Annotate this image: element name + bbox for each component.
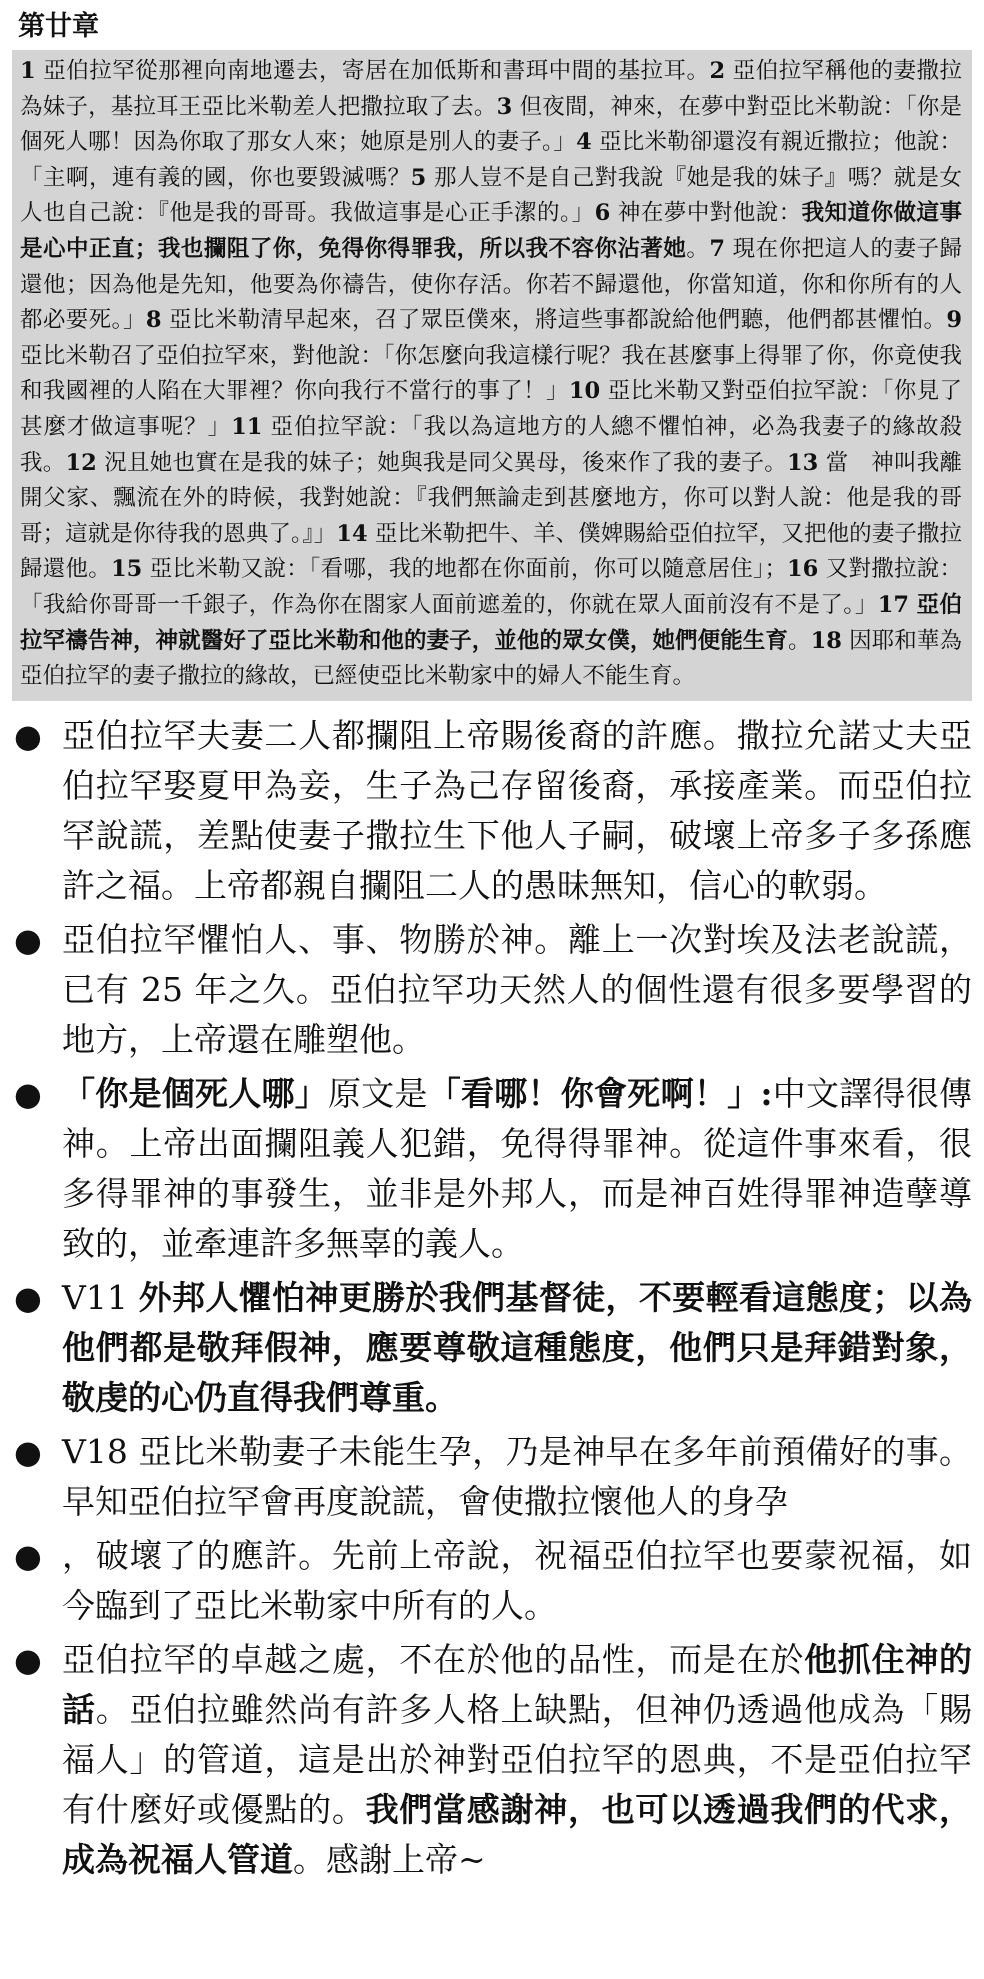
- commentary-text: 亞伯拉罕的卓越之處，不在於他的品性，而是在於: [62, 1639, 805, 1679]
- verse-number: 17: [877, 591, 910, 618]
- commentary-emphasis: 我們當感謝神，也可以透過我們的代求，成為祝福人管道: [62, 1789, 973, 1879]
- verse-text: 亞伯拉罕從那裡向南地遷去，寄居在加低斯和書珥中間的基拉耳。: [35, 58, 710, 84]
- commentary-item: [12, 711, 972, 911]
- commentary-emphasis: 「你是個死人哪」: [62, 1073, 329, 1113]
- verse-text: 亞伯拉罕說：「我以為這地方的人總不懼怕神，必為我妻子的緣故殺我。: [20, 413, 962, 476]
- verse-text: 亞比米勒卻還沒有親近撒拉；他說：「主啊，連有義的國，你也要毀滅嗎？: [20, 129, 962, 191]
- verse-number: 10: [568, 378, 601, 405]
- chapter-title: 第廿章: [18, 11, 99, 42]
- verse-number: 8: [145, 307, 162, 334]
- verse-number: 2: [709, 58, 726, 84]
- verse-text: 因耶和華為亞伯拉罕的妻子撒拉的緣故，已經使亞比米勒家中的婦人不能生育。: [20, 627, 962, 690]
- verse-text: 現在你把這人的妻子歸還他；因為他是先知，他要為你禱告，使你存活。你若不歸還他，你當知道，你和你所有的人都必要死。」: [20, 235, 962, 334]
- bullet-icon: ●: [14, 1536, 42, 1575]
- verse-text: 亞比米勒把牛、羊、僕婢賜給亞伯拉罕，又把他的妻子撒拉歸還他。: [20, 520, 962, 583]
- commentary-item: [12, 1069, 972, 1269]
- commentary-text: 原文是: [328, 1073, 428, 1113]
- commentary-item: [12, 1273, 972, 1423]
- verse-number: 15: [111, 556, 143, 583]
- commentary-item: [12, 1427, 972, 1527]
- commentary-text: V11: [62, 1277, 139, 1317]
- commentary-text: ，破壞了的應許。先前上帝說，祝福亞伯拉罕也要蒙祝福，如今臨到了亞比米勒家中所有的人。: [62, 1535, 972, 1625]
- commentary-emphasis: 外邦人懼怕神更勝於我們基督徒，不要輕看這態度；以為他們都是敬拜假神，應要尊敬這種態度，他們只是拜錯對象，敬虔的心仍直得我們尊重。: [62, 1277, 973, 1417]
- verse-text: 亞比米勒又說：「看哪，我的地都在你面前，你可以隨意居住」；: [142, 556, 787, 583]
- verse-text: 但夜間，神來，在夢中對亞比米勒說：「你是個死人哪！因為你取了那女人來；她原是別人的妻子。」: [20, 93, 962, 156]
- verse-number: 18: [810, 627, 842, 654]
- verse-text: 亞比米勒又對亞伯拉罕說：「你見了甚麼才做這事呢？」: [20, 378, 962, 440]
- verse-text: 神在夢中對他說：: [610, 200, 802, 227]
- verse-number: 5: [410, 164, 427, 191]
- verse-number: 4: [576, 129, 592, 156]
- verse-text: 那人豈不是自己對我說『她是我的妹子』嗎？就是女人也自己說：『他是我的哥哥。我做這事是心正手潔的。」: [20, 164, 962, 227]
- verse-text: [909, 592, 917, 618]
- commentary-emphasis: 他抓住神的話: [62, 1639, 973, 1729]
- verse-number: 11: [231, 413, 263, 440]
- verse-text-tail: 。: [787, 627, 811, 654]
- verse-number: 3: [496, 93, 513, 120]
- scripture-passage: [12, 50, 972, 701]
- verse-number: 13: [786, 449, 819, 476]
- verse-emphasis: 亞伯拉罕禱告神，神就醫好了亞比米勒和他的妻子，並他的眾女僕，她們便能生育: [20, 591, 962, 654]
- verse-number: 14: [336, 520, 368, 547]
- verse-number: 6: [594, 200, 611, 227]
- commentary-item: [12, 915, 972, 1065]
- commentary-notes: [12, 711, 972, 1885]
- verse-emphasis: 我知道你做這事是心中正直；我也攔阻了你，免得你得罪我，所以我不容你沾著她: [20, 200, 962, 262]
- verse-text: 亞比米勒召了亞伯拉罕來，對他說：「你怎麼向我這樣行呢？我在甚麼事上得罪了你，你竟使我和我國裡的人陷在大罪裡？你向我行不當行的事了！」: [20, 342, 962, 405]
- commentary-text: 亞伯拉罕懼怕人、事、物勝於神。離上一次對埃及法老說謊，已有 25 年之久。亞伯拉罕功天然人的個性還有很多要學習的地方，上帝還在雕塑他。: [62, 919, 972, 1059]
- verse-text: 亞比米勒清早起來，召了眾臣僕來，將這些事都說給他們聽，他們都甚懼怕。: [161, 307, 947, 334]
- commentary-text: 。感謝上帝~: [293, 1839, 486, 1879]
- verse-number: 16: [786, 556, 819, 583]
- verse-number: 7: [709, 235, 726, 262]
- bullet-icon: ●: [14, 1278, 42, 1317]
- commentary-text: V18 亞比米勒妻子未能生孕，乃是神早在多年前預備好的事。早知亞伯拉罕會再度說謊，會使撒拉懷他人的身孕: [62, 1431, 972, 1521]
- verse-text: 當 神叫我離開父家、飄流在外的時候，我對她說：『我們無論走到甚麼地方，你可以對人說：他是我的哥哥；這就是你待我的恩典了。』」: [20, 449, 962, 547]
- verse-number: 9: [946, 307, 962, 334]
- verse-text: 況且她也實在是我的妹子；她與我是同父異母，後來作了我的妻子。: [96, 449, 787, 476]
- bullet-icon: ●: [14, 1432, 42, 1471]
- bullet-icon: ●: [14, 1074, 42, 1113]
- commentary-text: 中文譯得很傳神。上帝出面攔阻義人犯錯，免得得罪神。從這件事來看，很多得罪神的事發生，並非是外邦人，而是神百姓得罪神造孽導致的，並牽連許多無辜的義人。: [62, 1073, 973, 1263]
- verse-text: 又對撒拉說：「我給你哥哥一千銀子，作為你在閤家人面前遮羞的，你就在眾人面前沒有不是了。」: [20, 556, 962, 618]
- verse-number: 12: [65, 449, 97, 476]
- verse-text-tail: 。: [686, 235, 710, 262]
- bullet-icon: ●: [14, 716, 42, 755]
- verse-text: 亞伯拉罕稱他的妻撒拉為妹子，基拉耳王亞比米勒差人把撒拉取了去。: [20, 58, 962, 120]
- commentary-emphasis: 「看哪！你會死啊！」:: [427, 1073, 773, 1113]
- verse-number: 1: [20, 58, 36, 84]
- bullet-icon: ●: [14, 1640, 42, 1679]
- commentary-item: [12, 1531, 972, 1631]
- commentary-item: [12, 1635, 972, 1885]
- commentary-text: 亞伯拉罕夫妻二人都攔阻上帝賜後裔的許應。撒拉允諾丈夫亞伯拉罕娶夏甲為妾，生子為己存留後裔，承接產業。而亞伯拉罕說謊，差點使妻子撒拉生下他人子嗣，破壞上帝多子多孫應許之福。上帝都親自攔阻二人的愚昧無知，信心的軟弱。: [62, 715, 972, 905]
- commentary-text: 。亞伯拉雖然尚有許多人格上缺點，但神仍透過他成為「賜福人」的管道，這是出於神對亞伯拉罕的恩典，不是亞伯拉罕有什麼好或優點的。: [62, 1689, 973, 1829]
- document-page: [12, 8, 972, 1889]
- bullet-icon: ●: [14, 920, 42, 959]
